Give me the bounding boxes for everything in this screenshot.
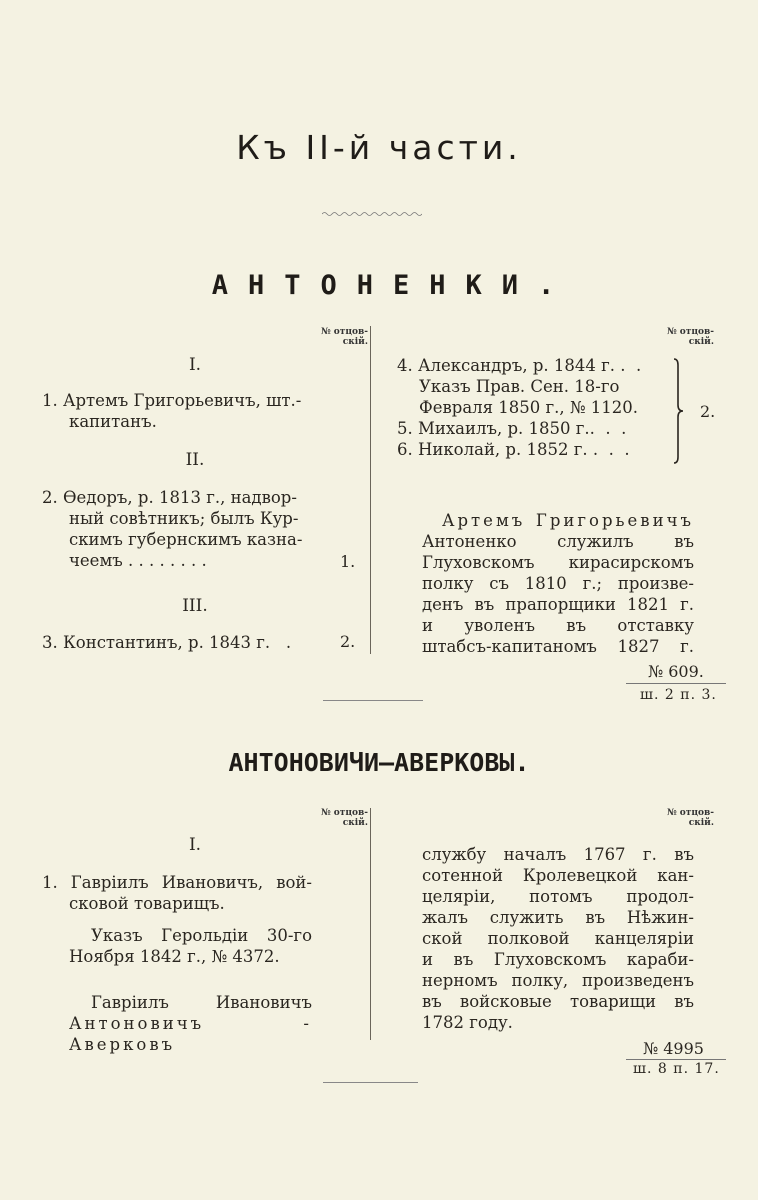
entry-line: капитанъ.	[69, 412, 157, 431]
note-line: полку съ 1810 г.; произве-	[422, 574, 694, 593]
ornamental-divider	[322, 210, 422, 218]
entry-line: 1. Гавріилъ Ивановичъ, вой-	[42, 873, 312, 892]
page-title: Къ II-й части.	[236, 128, 522, 167]
decree-line: Указъ Прав. Сен. 18-го	[419, 377, 620, 396]
decree-line: Февраля 1850 г., № 1120.	[419, 398, 638, 417]
entry-line: чеемъ . . . . . . . .	[69, 551, 207, 570]
paternal-ref: 2.	[700, 402, 716, 421]
entry-line: ный совѣтникъ; былъ Кур-	[69, 509, 299, 528]
column-header-left	[290, 808, 368, 828]
note-line: Антоненко служилъ въ	[422, 532, 694, 551]
document-reference: ш. 2 п. 3.	[640, 687, 717, 703]
generation-roman: II.	[185, 450, 205, 470]
entry-line: 4. Александръ, р. 1844 г. . .	[397, 356, 642, 375]
note-line: Глуховскомъ кирасирскомъ	[422, 553, 694, 572]
document-rule	[626, 1059, 726, 1060]
note-line: Артемъ Григорьевичъ	[442, 511, 694, 530]
document-reference: ш. 8 п. 17.	[633, 1061, 720, 1077]
decree	[69, 925, 312, 967]
generation-roman: III.	[182, 596, 208, 616]
note-line: Антоновичъ - Аверковъ	[69, 1014, 312, 1054]
column-divider	[370, 808, 371, 1040]
column-header-line: скій.	[688, 818, 714, 828]
document-number: № 609.	[648, 662, 704, 681]
column-header-line: № отцов-	[666, 327, 714, 337]
column-header-line: № отцов-	[666, 808, 714, 818]
brace-icon	[670, 357, 690, 465]
note-line: денъ въ прапорщики 1821 г.	[422, 595, 694, 614]
decree-line: Указъ Герольдіи 30-го	[91, 926, 312, 945]
note-line: и въ Глуховскомъ караби-	[422, 950, 694, 969]
genealogy-entry	[42, 872, 312, 914]
note-line: Гавріилъ Ивановичъ	[91, 993, 312, 1012]
entry-line: 6. Николай, р. 1852 г. . . .	[397, 440, 630, 459]
note-line: и уволенъ въ отставку	[422, 616, 694, 635]
section-separator	[323, 1082, 418, 1083]
entry-line: 1. Артемъ Григорьевичъ, шт.-	[42, 391, 302, 410]
column-header-line: № отцов-	[320, 327, 368, 337]
column-header-line: скій.	[342, 337, 368, 347]
column-header-line: скій.	[342, 818, 368, 828]
paternal-ref: 1.	[340, 552, 356, 571]
entry-line: скимъ губернскимъ казна-	[69, 530, 303, 549]
note-line: целяріи, потомъ продол-	[422, 887, 694, 906]
genealogy-entry	[42, 487, 332, 571]
column-divider	[370, 326, 371, 654]
entry-line: 2. Өедоръ, р. 1813 г., надвор-	[42, 488, 297, 507]
biography-note	[422, 510, 694, 657]
note-line: службу началъ 1767 г. въ	[422, 845, 694, 864]
genealogy-entry	[42, 390, 312, 432]
note-line: нерномъ полку, произведенъ	[422, 971, 694, 990]
column-header-line: скій.	[688, 337, 714, 347]
genealogy-entry: 3. Константинъ, р. 1843 г. .	[42, 633, 292, 652]
note-line: штабсъ-капитаномъ 1827 г.	[422, 637, 694, 656]
section-title-antonenki: АНТОНЕНКИ.	[211, 270, 575, 301]
biography-note-start	[69, 992, 312, 1055]
genealogy-entries-right	[397, 355, 687, 460]
section-title-antonovichi-averkovy: АНТОНОВИЧИ—АВЕРКОВЫ.	[228, 748, 530, 777]
biography-note-continued	[422, 844, 694, 1033]
generation-roman: I.	[188, 355, 202, 375]
section-separator	[323, 700, 423, 701]
decree-line: Ноября 1842 г., № 4372.	[69, 947, 280, 966]
note-line: ской полковой канцеляріи	[422, 929, 694, 948]
note-line: въ войсковые товарищи въ	[422, 992, 694, 1011]
column-header-right	[640, 808, 714, 828]
column-header-right	[640, 327, 714, 347]
document-rule	[626, 683, 726, 684]
column-header-left	[290, 327, 368, 347]
entry-line: 5. Михаилъ, р. 1850 г.. . .	[397, 419, 627, 438]
column-header-line: № отцов-	[320, 808, 368, 818]
entry-line: сковой товарищъ.	[69, 894, 225, 913]
document-number: № 4995	[643, 1039, 704, 1058]
note-line: жалъ служить въ Нѣжин-	[422, 908, 694, 927]
generation-roman: I.	[188, 835, 202, 855]
note-line: 1782 году.	[422, 1013, 513, 1032]
note-line: сотенной Кролевецкой кан-	[422, 866, 694, 885]
paternal-ref: 2.	[340, 632, 356, 651]
